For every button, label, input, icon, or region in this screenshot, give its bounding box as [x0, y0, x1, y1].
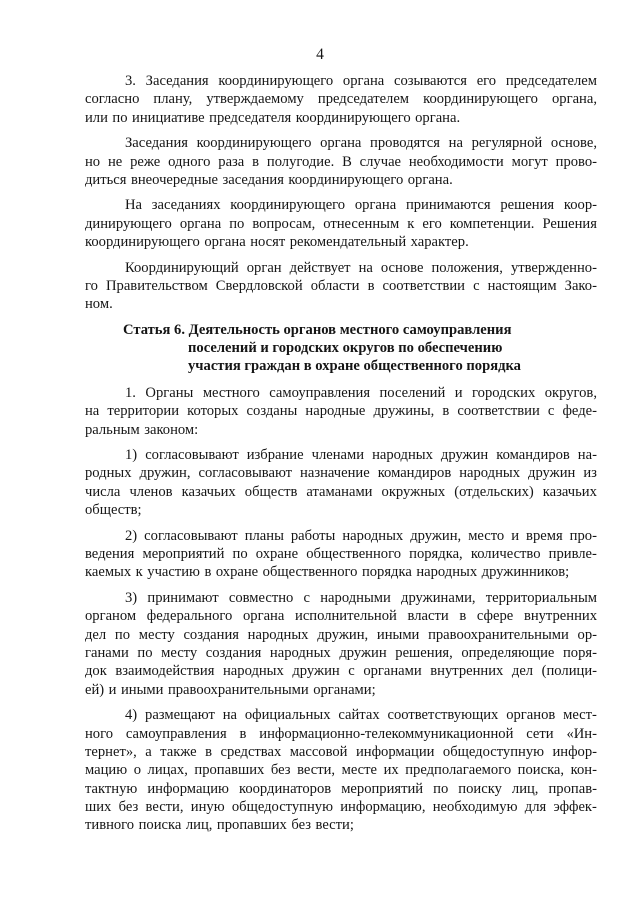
paragraph: [85, 134, 597, 189]
text-line: на территории которых созданы народные дружины, в соответствии с феде-: [85, 403, 597, 420]
text-line: 1) согласовывают избрание членами народных дружин командиров на-: [125, 447, 597, 464]
text-line: На заседаниях координирующего органа принимаются решения коор-: [125, 197, 597, 214]
article-heading: [85, 321, 597, 376]
text-line: док взаимодействия народных дружин с органами внутренних дел (полици-: [85, 663, 597, 680]
article-heading-line: участия граждан в охране общественного порядка: [188, 358, 521, 375]
text-line: числа членов казачьих обществ атаманами окружных (отдельских) казачьих: [85, 483, 597, 500]
article-heading-line: Статья 6. Деятельность органов местного самоуправления: [123, 321, 512, 338]
paragraph: [85, 196, 597, 251]
text-line: ей) и иными правоохранительными органами;: [85, 681, 376, 698]
text-line: согласно плану, утверждаемому председателем координирующего органа,: [85, 91, 597, 108]
text-line: 2) согласовывают планы работы народных дружин, место и время про-: [125, 527, 597, 544]
text-line: Заседания координирующего органа проводятся на регулярной основе,: [125, 135, 597, 152]
paragraphs-before: [85, 72, 597, 314]
text-line: но не реже одного раза в полугодие. В случае необходимости могут прово-: [85, 153, 597, 170]
paragraph: [85, 446, 597, 520]
text-line: мацию о лицах, пропавших без вести, месте их предполагаемого поиска, кон-: [85, 762, 597, 779]
paragraphs-after: [85, 384, 597, 835]
text-line: ральным законом:: [85, 421, 199, 438]
paragraph: [85, 527, 597, 582]
text-line: ганами по месту создания народных дружин решения, определяющие поря-: [85, 644, 597, 661]
text-line: дел по месту создания народных дружин, иными правоохранительными ор-: [85, 626, 597, 643]
text-line: каемых к участию в охране общественного порядка народных дружинников;: [85, 564, 570, 581]
text-line: 3) принимают совместно с народными дружинами, территориальным: [125, 589, 597, 606]
text-line: го Правительством Свердловской области в соответствии с настоящим Зако-: [85, 277, 597, 294]
text-line: 3. Заседания координирующего органа созываются его председателем: [125, 73, 597, 89]
text-line: тернет», а также в средствах массовой информации общедоступную инфор-: [85, 743, 597, 760]
paragraph: [85, 72, 597, 127]
text-line: ших без вести, иную общедоступную информацию, необходимую для эффек-: [85, 799, 597, 816]
text-line: координирующего органа носят рекомендательный характер.: [85, 234, 469, 251]
text-line: диться внеочередные заседания координирующего органа.: [85, 171, 453, 188]
text-line: 4) размещают на официальных сайтах соответствующих органов мест-: [125, 707, 597, 724]
paragraph: [85, 589, 597, 699]
paragraph: [85, 384, 597, 439]
paragraph: [85, 259, 597, 314]
text-line: органом федерального органа исполнительной власти в сфере внутренних: [85, 608, 597, 625]
text-line: Координирующий орган действует на основе положения, утвержденно-: [125, 259, 597, 276]
text-line: динирующего органа по вопросам, отнесенным к его компетенции. Решения: [85, 215, 597, 232]
text-line: 1. Органы местного самоуправления поселений и городских округов,: [125, 384, 597, 401]
text-line: тактную информацию координаторов мероприятий по поиску лиц, пропав-: [85, 780, 597, 797]
text-line: тивного поиска лиц, пропавших без вести;: [85, 817, 354, 834]
text-line: ведения мероприятий по охране общественного порядка, количество привле-: [85, 545, 597, 562]
text-line: родных дружин, согласовывают назначение командиров народных дружин из: [85, 465, 597, 482]
text-line: ного самоуправления в информационно-телекоммуникационной сети «Ин-: [85, 725, 597, 742]
text-line: или по инициативе председателя координирующего органа.: [85, 109, 461, 126]
document-body: [85, 72, 597, 842]
text-line: ном.: [85, 296, 113, 313]
page-number: 4: [316, 46, 324, 63]
paragraph: [85, 706, 597, 835]
text-line: обществ;: [85, 502, 142, 519]
article-heading-line: поселений и городских округов по обеспечению: [188, 340, 503, 357]
